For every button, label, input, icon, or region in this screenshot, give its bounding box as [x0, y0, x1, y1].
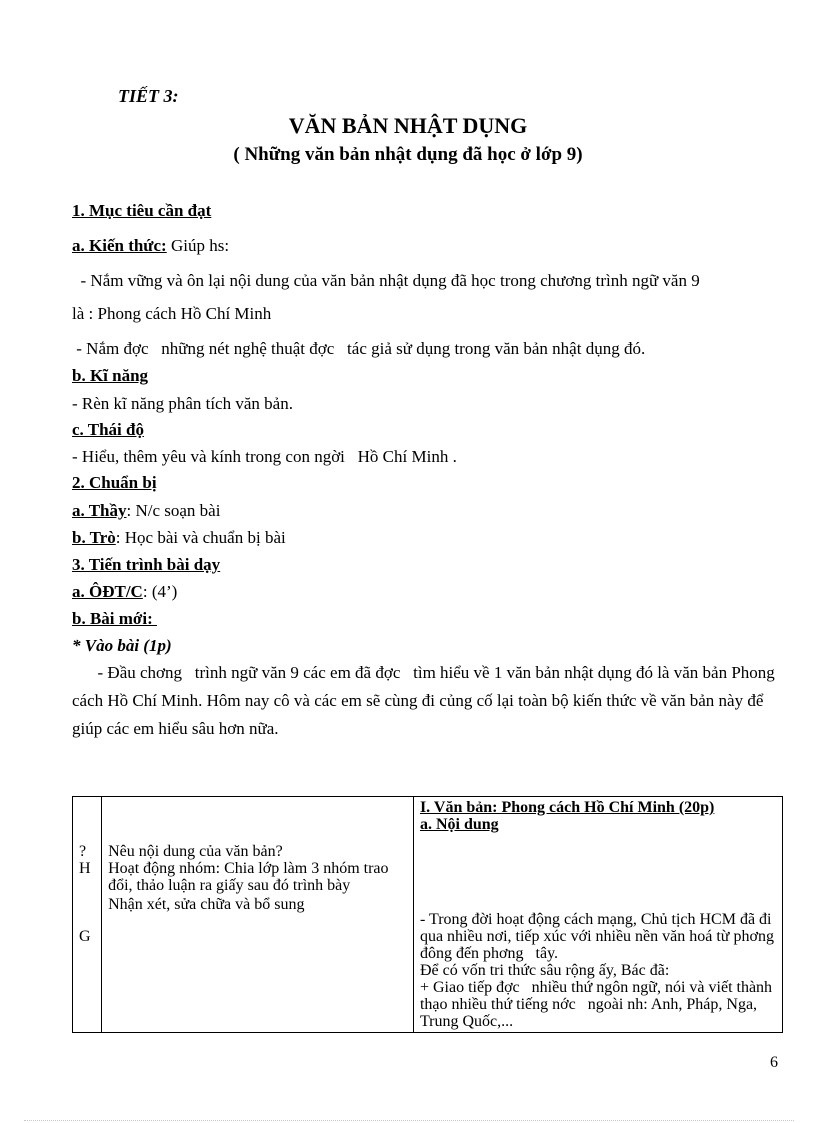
lesson-table: [72, 796, 786, 1033]
section-objectives-heading: 1. Mục tiêu cần đạt: [72, 201, 212, 220]
page-subtitle: ( Những văn bản nhật dụng đã học ở lớp 9): [233, 144, 583, 165]
role-teacher: G: [79, 928, 91, 945]
student-line: [72, 528, 286, 548]
knowledge-item-1: - Nắm vững và ôn lại nội dung của văn bản nhật dụng đã học trong chương trình ngữ văn 9: [72, 271, 700, 290]
activity-column: [102, 797, 414, 1033]
student-text: : Học bài và chuẩn bị bài: [115, 528, 286, 547]
content-column: [413, 797, 786, 1033]
page-bottom-divider: [24, 1120, 794, 1121]
activity-group-work: Hoạt động nhóm: Chia lớp làm 3 nhóm trao đổi, thảo luận ra giấy sau đó trình bày: [108, 860, 389, 894]
page-title: VĂN BẢN NHẬT DỤNG: [288, 113, 528, 138]
intro-heading: * Vào bài (1p): [72, 636, 172, 655]
intro-paragraph: - Đầu chơng trình ngữ văn 9 các em đã đợc tìm hiểu về 1 văn bản nhật dụng đó là văn bản Phong cách Hồ Chí Minh. Hôm nay cô và các em sẽ cùng đi củng cố lại toàn bộ kiến thức về văn bản này để giúp các em hiểu sâu hơn nữa.: [72, 663, 780, 738]
student-label: b. Trò: [72, 528, 116, 547]
page-number: 6: [770, 1054, 778, 1071]
content-subheading: a. Nội dung: [419, 816, 499, 833]
content-heading: I. Văn bản: Phong cách Hồ Chí Minh (20p): [419, 799, 715, 816]
content-line: Để có vốn tri thức sâu rộng ấy, Bác đã:: [419, 962, 670, 979]
teacher-text: : N/c soạn bài: [126, 501, 221, 520]
activity-feedback: Nhận xét, sửa chữa và bổ sung: [108, 896, 305, 913]
role-student: H: [79, 860, 91, 877]
new-lesson-heading: b. Bài mới:: [72, 609, 157, 628]
class-check-line: [72, 582, 177, 602]
teacher-line: [72, 501, 220, 521]
section-preparation-heading: 2. Chuẩn bị: [72, 473, 157, 492]
section-process-heading: 3. Tiến trình bài dạy: [72, 555, 221, 574]
knowledge-label: a. Kiến thức:: [72, 236, 167, 255]
teacher-label: a. Thầy: [72, 501, 127, 520]
role-column: [73, 797, 102, 1033]
knowledge-item-1-cont: là : Phong cách Hồ Chí Minh: [72, 304, 272, 323]
class-check-text: : (4’): [142, 582, 178, 601]
knowledge-line: [72, 236, 229, 256]
content-line: + Giao tiếp đợc nhiều thứ ngôn ngữ, nói và viết thành thạo nhiều thứ tiếng nớc ngoài nh: Anh, Pháp, Nga, Trung Quốc,...: [419, 979, 777, 1030]
knowledge-text: Giúp hs:: [166, 236, 230, 255]
knowledge-item-2: - Nắm đợc những nét nghệ thuật đợc tác giả sử dụng trong văn bản nhật dụng đó.: [72, 339, 646, 358]
content-line: - Trong đời hoạt động cách mạng, Chủ tịch HCM đã đi qua nhiều nơi, tiếp xúc với nhiều nền văn hoá từ phơng đông đến phơng tây.: [419, 911, 786, 962]
activity-question: Nêu nội dung của văn bản?: [108, 843, 283, 860]
attitude-text: - Hiểu, thêm yêu và kính trong con ngời Hồ Chí Minh .: [72, 447, 457, 466]
lesson-number: TIẾT 3:: [118, 86, 179, 106]
skills-text: - Rèn kĩ năng phân tích văn bản.: [72, 394, 293, 413]
class-check-label: a. ÔĐT/C: [72, 582, 143, 601]
skills-heading: b. Kĩ năng: [72, 366, 149, 385]
role-question: ?: [79, 843, 87, 860]
attitude-heading: c. Thái độ: [72, 420, 144, 439]
table-row: [73, 797, 783, 1033]
